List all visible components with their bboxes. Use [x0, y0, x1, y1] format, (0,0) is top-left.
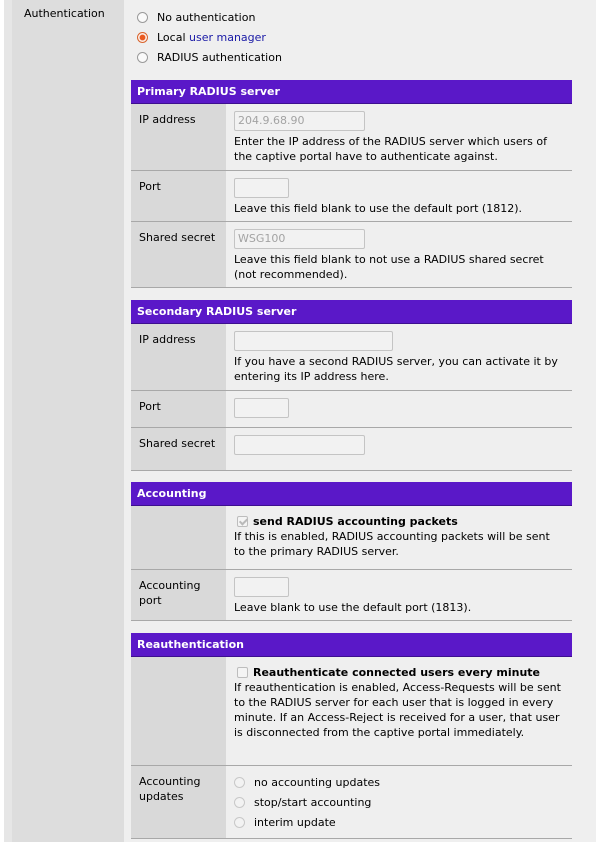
accounting-port-row [131, 570, 572, 621]
section-header: Reauthentication [131, 633, 572, 657]
radio-button[interactable] [234, 777, 245, 788]
primary-secret-row [131, 222, 572, 288]
field-label: Shared secret [131, 428, 226, 470]
section-header: Accounting [131, 482, 572, 506]
field-help: Enter the IP address of the RADIUS server which users of the captive portal have to authenticate against. [234, 135, 547, 163]
radio-local-authentication[interactable] [137, 29, 266, 45]
radio-label: interim update [254, 816, 336, 829]
secondary-port-row [131, 391, 572, 428]
radio-label: RADIUS authentication [157, 50, 282, 64]
radio-label: No authentication [157, 10, 256, 24]
send-accounting-checkbox[interactable] [237, 516, 248, 527]
radio-button[interactable] [234, 817, 245, 828]
secondary-secret-input[interactable] [234, 435, 365, 455]
section-header: Secondary RADIUS server [131, 300, 572, 324]
field-help: Leave this field blank to not use a RADIUS shared secret (not recommended). [234, 253, 544, 281]
field-help: If reauthentication is enabled, Access-Requests will be sent to the RADIUS server for each user that is logged in every minute. If an Access-Reject is received for a user, that user is disconnected from the captive portal immediately. [234, 681, 561, 739]
accounting-port-input[interactable] [234, 577, 289, 597]
field-label: IP address [131, 324, 226, 390]
field-help: If you have a second RADIUS server, you can activate it by entering its IP address here. [234, 355, 558, 383]
secondary-ip-row [131, 324, 572, 391]
primary-ip-input[interactable]: 204.9.68.90 [234, 111, 365, 131]
field-help: Leave blank to use the default port (1813). [234, 601, 472, 614]
secondary-ip-input[interactable] [234, 331, 393, 351]
user-manager-link[interactable]: user manager [189, 30, 266, 44]
checkbox-label: Reauthenticate connected users every minute [253, 666, 540, 679]
field-label: Shared secret [131, 222, 226, 287]
accounting-send-row [131, 506, 572, 570]
field-label-empty [131, 506, 226, 569]
accounting-section [131, 482, 572, 621]
checkbox-label: send RADIUS accounting packets [253, 515, 458, 528]
field-label: Port [131, 171, 226, 221]
radio-button-selected[interactable] [137, 32, 148, 43]
update-option-interim[interactable] [234, 816, 336, 829]
primary-secret-input[interactable]: WSG100 [234, 229, 365, 249]
secondary-port-input[interactable] [234, 398, 289, 418]
update-option-stop-start[interactable] [234, 796, 371, 809]
authentication-label: Authentication [24, 7, 105, 20]
radio-label: no accounting updates [254, 776, 381, 789]
field-label: IP address [131, 104, 226, 170]
field-help: Leave this field blank to use the default port (1812). [234, 202, 523, 215]
primary-radius-section [131, 80, 572, 288]
radio-label: Local user manager [157, 30, 266, 44]
radio-button[interactable] [137, 52, 148, 63]
reauth-check-row [131, 657, 572, 766]
field-label-empty [131, 657, 226, 765]
field-label: Accounting updates [131, 766, 226, 838]
reauthentication-section [131, 633, 572, 839]
field-help: If this is enabled, RADIUS accounting packets will be sent to the primary RADIUS server. [234, 530, 550, 558]
secondary-secret-row [131, 428, 572, 471]
radio-button[interactable] [137, 12, 148, 23]
reauthenticate-checkbox[interactable] [237, 667, 248, 678]
update-option-none[interactable] [234, 776, 380, 789]
section-header: Primary RADIUS server [131, 80, 572, 104]
field-label: Accounting port [131, 570, 226, 620]
field-label: Port [131, 391, 226, 427]
radio-button[interactable] [234, 797, 245, 808]
label-column [12, 0, 124, 842]
radio-no-authentication[interactable] [137, 9, 255, 25]
primary-port-row [131, 171, 572, 222]
radio-radius-authentication[interactable] [137, 49, 282, 65]
primary-port-input[interactable] [234, 178, 289, 198]
accounting-updates-row [131, 766, 572, 839]
secondary-radius-section [131, 300, 572, 471]
radio-label: stop/start accounting [254, 796, 372, 809]
primary-ip-row [131, 104, 572, 171]
